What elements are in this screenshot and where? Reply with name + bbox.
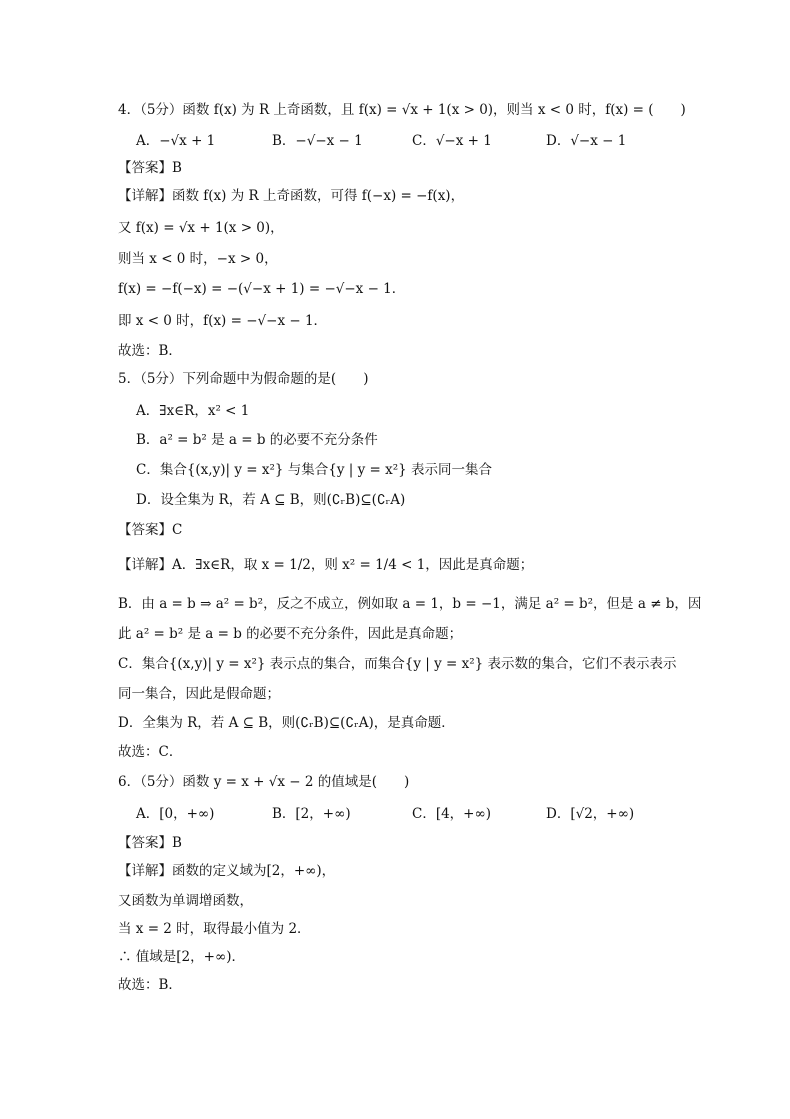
q6-detail-line: 【详解】函数的定义域为[2，+∞)， xyxy=(118,863,336,879)
q5-answer: 【答案】C xyxy=(118,522,183,538)
q4-option-d: D．√−x − 1 xyxy=(546,133,627,149)
q4-detail-line: 则当 x < 0 时，−x > 0， xyxy=(118,251,278,267)
q5-detail-line: C．集合{(x,y)| y = x²} 表示点的集合，而集合{y | y = x²} 表示数的集合，它们不表示表示 xyxy=(118,656,677,672)
q4-option-b: B．−√−x − 1 xyxy=(272,133,363,149)
q5-option-d: D．设全集为 R，若 A ⊆ B，则(∁ᵣB)⊆(∁ᵣA) xyxy=(136,492,406,508)
q4-detail-line: 又 f(x) = √x + 1(x > 0)， xyxy=(118,220,284,236)
q4-stem: 4．（5分）函数 f(x) 为 R 上奇函数，且 f(x) = √x + 1(x > 0)，则当 x < 0 时，f(x) = ( ) xyxy=(118,102,686,118)
q6-detail-line: ∴ 值域是[2，+∞)． xyxy=(118,949,245,965)
q5-option-a: A．∃x∈R，x² < 1 xyxy=(136,403,250,419)
q6-detail-line: 当 x = 2 时，取得最小值为 2． xyxy=(118,921,311,937)
q5-option-c: C．集合{(x,y)| y = x²} 与集合{y | y = x²} 表示同一集合 xyxy=(136,462,493,478)
q4-option-a: A．−√x + 1 xyxy=(136,133,216,149)
q4-detail-line: 即 x < 0 时，f(x) = −√−x − 1． xyxy=(118,313,328,329)
q5-conclusion: 故选：C． xyxy=(118,744,183,760)
q6-answer: 【答案】B xyxy=(118,835,182,851)
q5-detail-line: D．全集为 R，若 A ⊆ B，则(∁ᵣB)⊆(∁ᵣA)，是真命题． xyxy=(118,715,455,731)
q5-option-b: B．a² = b² 是 a = b 的必要不充分条件 xyxy=(136,432,378,448)
q4-detail-line: 【详解】函数 f(x) 为 R 上奇函数，可得 f(−x) = −f(x)， xyxy=(118,188,465,204)
q6-option-c: C．[4，+∞) xyxy=(412,806,492,822)
q6-option-b: B．[2，+∞) xyxy=(272,806,351,822)
q5-detail-line: 此 a² = b² 是 a = b 的必要不充分条件，因此是真命题； xyxy=(118,626,463,642)
q6-detail-line: 又函数为单调增函数， xyxy=(118,893,253,909)
q4-option-c: C．√−x + 1 xyxy=(412,133,492,149)
q6-stem: 6．（5分）函数 y = x + √x − 2 的值域是( ) xyxy=(118,774,410,790)
q5-detail-line: 同一集合，因此是假命题； xyxy=(118,686,280,702)
q5-detail-line: B．由 a = b ⇒ a² = b²，反之不成立，例如取 a = 1，b = −1，满足 a² = b²，但是 a ≠ b，因 xyxy=(118,596,702,612)
q4-detail-line: f(x) = −f(−x) = −(√−x + 1) = −√−x − 1． xyxy=(118,281,406,297)
q5-detail-line: 【详解】A．∃x∈R，取 x = 1/2，则 x² = 1/4 < 1，因此是真命题； xyxy=(118,557,534,573)
q6-conclusion: 故选：B． xyxy=(118,977,182,993)
q4-conclusion: 故选：B． xyxy=(118,343,182,359)
q5-stem: 5．（5分）下列命题中为假命题的是( ) xyxy=(118,371,369,387)
q6-option-a: A．[0，+∞) xyxy=(136,806,215,822)
q4-answer: 【答案】B xyxy=(118,160,182,176)
q6-option-d: D．[√2，+∞) xyxy=(546,806,635,822)
